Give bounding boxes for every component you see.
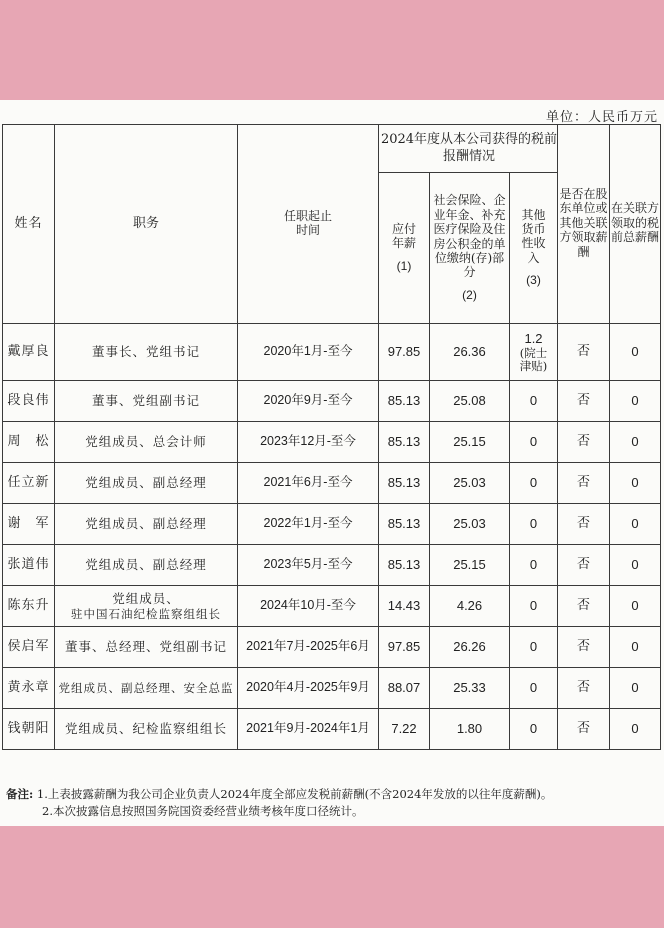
cell-insurance: 25.33 xyxy=(430,668,510,709)
cell-related-total: 0 xyxy=(610,324,661,381)
cell-other-income: 0 xyxy=(510,422,558,463)
table-row xyxy=(3,545,661,586)
header-pretax-group: 2024年度从本公司获得的税前报酬情况 xyxy=(379,125,558,173)
cell-name: 段良伟 xyxy=(3,381,55,422)
cell-other-income: 0 xyxy=(510,586,558,627)
cell-tenure: 2024年10月-至今 xyxy=(238,586,379,627)
cell-related-party: 否 xyxy=(558,627,610,668)
header-position: 职务 xyxy=(55,125,238,324)
cell-related-total: 0 xyxy=(610,586,661,627)
cell-other-income: 0 xyxy=(510,709,558,750)
cell-related-party: 否 xyxy=(558,463,610,504)
cell-insurance: 1.80 xyxy=(430,709,510,750)
cell-salary: 97.85 xyxy=(379,627,430,668)
header-salary: 应付年薪 (1) xyxy=(379,173,430,324)
cell-position: 董事、总经理、党组副书记 xyxy=(55,627,238,668)
cell-salary: 7.22 xyxy=(379,709,430,750)
table-row xyxy=(3,627,661,668)
cell-insurance: 25.15 xyxy=(430,422,510,463)
notes xyxy=(6,786,552,819)
unit-label: 单位：人民币万元 xyxy=(545,110,658,125)
cell-position: 党组成员、副总经理 xyxy=(55,545,238,586)
document-page xyxy=(0,100,664,826)
cell-tenure: 2020年1月-至今 xyxy=(238,324,379,381)
table-row xyxy=(3,586,661,627)
cell-other-income: 0 xyxy=(510,545,558,586)
cell-tenure: 2023年12月-至今 xyxy=(238,422,379,463)
cell-related-party: 否 xyxy=(558,324,610,381)
cell-insurance: 25.03 xyxy=(430,463,510,504)
table-row xyxy=(3,381,661,422)
cell-other-income: 0 xyxy=(510,668,558,709)
cell-insurance: 26.26 xyxy=(430,627,510,668)
cell-salary: 85.13 xyxy=(379,422,430,463)
compensation-table xyxy=(2,124,661,750)
cell-related-party: 否 xyxy=(558,668,610,709)
cell-related-total: 0 xyxy=(610,504,661,545)
note-1: 1.上表披露薪酬为我公司企业负责人2024年度全部应发税前薪酬(不含2024年发放的以往年度薪酬)。 xyxy=(36,787,553,801)
cell-other-income: 1.2 (院士津贴) xyxy=(510,324,558,381)
cell-name: 张道伟 xyxy=(3,545,55,586)
cell-tenure: 2020年9月-至今 xyxy=(238,381,379,422)
table-row xyxy=(3,324,661,381)
cell-salary: 85.13 xyxy=(379,545,430,586)
cell-related-total: 0 xyxy=(610,627,661,668)
cell-insurance: 25.03 xyxy=(430,504,510,545)
cell-tenure: 2021年7月-2025年6月 xyxy=(238,627,379,668)
cell-insurance: 4.26 xyxy=(430,586,510,627)
cell-name: 戴厚良 xyxy=(3,324,55,381)
table-row xyxy=(3,422,661,463)
cell-tenure: 2023年5月-至今 xyxy=(238,545,379,586)
cell-tenure: 2022年1月-至今 xyxy=(238,504,379,545)
cell-position: 董事长、党组书记 xyxy=(55,324,238,381)
header-insurance: 社会保险、企业年金、补充医疗保险及住房公积金的单位缴纳(存)部分 (2) xyxy=(430,173,510,324)
cell-related-total: 0 xyxy=(610,668,661,709)
header-related-total: 在关联方领取的税前总薪酬 xyxy=(610,125,661,324)
cell-position: 党组成员、纪检监察组组长 xyxy=(55,709,238,750)
cell-position: 党组成员、总会计师 xyxy=(55,422,238,463)
cell-name: 任立新 xyxy=(3,463,55,504)
cell-name: 侯启军 xyxy=(3,627,55,668)
cell-insurance: 26.36 xyxy=(430,324,510,381)
cell-salary: 14.43 xyxy=(379,586,430,627)
cell-related-party: 否 xyxy=(558,381,610,422)
cell-related-total: 0 xyxy=(610,709,661,750)
cell-related-party: 否 xyxy=(558,545,610,586)
header-name: 姓名 xyxy=(3,125,55,324)
cell-position: 党组成员、 驻中国石油纪检监察组组长 xyxy=(55,586,238,627)
cell-related-party: 否 xyxy=(558,586,610,627)
cell-related-total: 0 xyxy=(610,463,661,504)
table-row xyxy=(3,668,661,709)
cell-tenure: 2021年6月-至今 xyxy=(238,463,379,504)
cell-other-income: 0 xyxy=(510,381,558,422)
cell-insurance: 25.15 xyxy=(430,545,510,586)
cell-name: 陈东升 xyxy=(3,586,55,627)
cell-tenure: 2021年9月-2024年1月 xyxy=(238,709,379,750)
table-row xyxy=(3,709,661,750)
cell-other-income: 0 xyxy=(510,504,558,545)
header-other-income: 其他货币性收入 (3) xyxy=(510,173,558,324)
cell-related-party: 否 xyxy=(558,422,610,463)
table-row xyxy=(3,463,661,504)
cell-other-income: 0 xyxy=(510,463,558,504)
cell-salary: 88.07 xyxy=(379,668,430,709)
cell-related-party: 否 xyxy=(558,504,610,545)
cell-related-total: 0 xyxy=(610,422,661,463)
cell-salary: 97.85 xyxy=(379,324,430,381)
cell-position: 党组成员、副总经理、安全总监 xyxy=(55,668,238,709)
cell-tenure: 2020年4月-2025年9月 xyxy=(238,668,379,709)
cell-name: 黄永章 xyxy=(3,668,55,709)
cell-name: 钱朝阳 xyxy=(3,709,55,750)
cell-position: 党组成员、副总经理 xyxy=(55,504,238,545)
header-related-party: 是否在股东单位或其他关联方领取薪酬 xyxy=(558,125,610,324)
notes-label: 备注: xyxy=(6,787,34,801)
table-row xyxy=(3,504,661,545)
cell-related-total: 0 xyxy=(610,381,661,422)
cell-position: 党组成员、副总经理 xyxy=(55,463,238,504)
cell-salary: 85.13 xyxy=(379,463,430,504)
cell-salary: 85.13 xyxy=(379,504,430,545)
cell-related-total: 0 xyxy=(610,545,661,586)
cell-other-income: 0 xyxy=(510,627,558,668)
cell-salary: 85.13 xyxy=(379,381,430,422)
note-2: 2.本次披露信息按照国务院国资委经营业绩考核年度口径统计。 xyxy=(42,803,364,818)
header-tenure: 任职起止时间 xyxy=(238,125,379,324)
cell-related-party: 否 xyxy=(558,709,610,750)
cell-name: 周 松 xyxy=(3,422,55,463)
cell-name: 谢 军 xyxy=(3,504,55,545)
cell-position: 董事、党组副书记 xyxy=(55,381,238,422)
cell-insurance: 25.08 xyxy=(430,381,510,422)
